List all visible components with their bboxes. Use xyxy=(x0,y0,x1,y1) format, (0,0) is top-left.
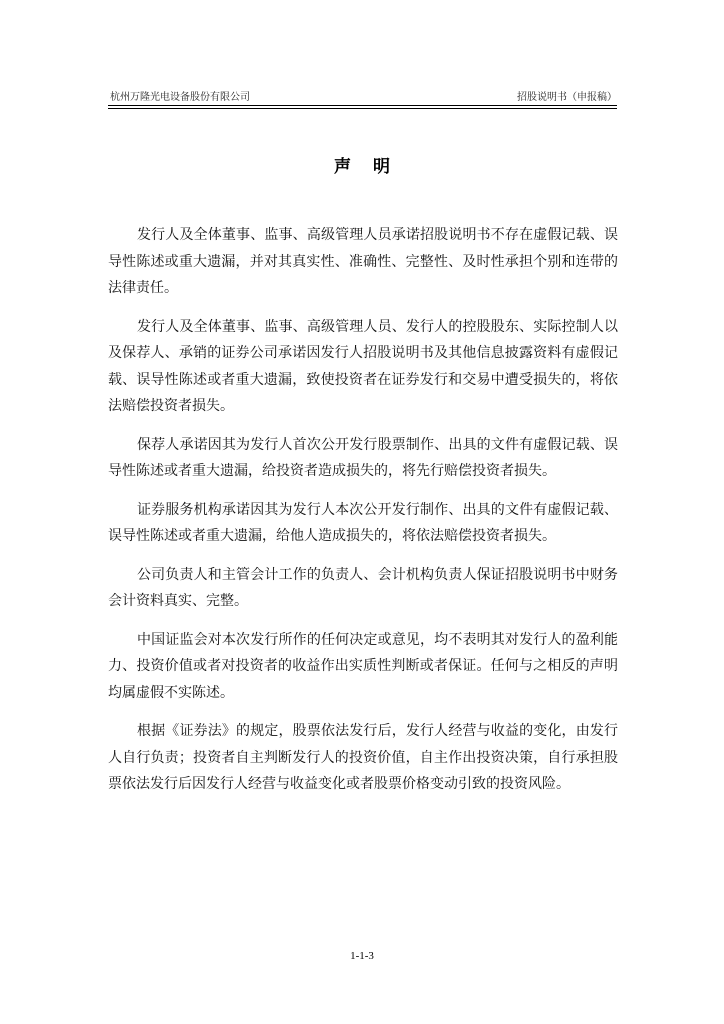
paragraph-1: 发行人及全体董事、监事、高级管理人员承诺招股说明书不存在虚假记载、误导性陈述或重大遗漏，并对其真实性、准确性、完整性、及时性承担个别和连带的法律责任。 xyxy=(108,227,618,296)
header-company-name: 杭州万隆光电设备股份有限公司 xyxy=(110,92,250,103)
paragraph-3: 保荐人承诺因其为发行人首次公开发行股票制作、出具的文件有虚假记载、误导性陈述或者重大遗漏，给投资者造成损失的，将先行赔偿投资者损失。 xyxy=(108,436,618,479)
header-rule-top xyxy=(108,105,617,106)
declaration-body xyxy=(108,222,618,810)
paragraph-6: 中国证监会对本次发行所作的任何决定或意见，均不表明其对发行人的盈利能力、投资价值或者对投资者的收益作出实质性判断或者保证。任何与之相反的声明均属虚假不实陈述。 xyxy=(108,631,618,701)
paragraph-5: 公司负责人和主管会计工作的负责人、会计机构负责人保证招股说明书中财务会计资料真实、完整。 xyxy=(108,566,618,609)
page-number: 1-1-3 xyxy=(350,950,374,962)
paragraph-4: 证券服务机构承诺因其为发行人本次公开发行制作、出具的文件有虚假记载、误导性陈述或者重大遗漏，给他人造成损失的，将依法赔偿投资者损失。 xyxy=(108,501,618,544)
paragraph-7: 根据《证券法》的规定，股票依法发行后，发行人经营与收益的变化，由发行人自行负责；投资者自主判断发行人的投资价值，自主作出投资决策，自行承担股票依法发行后因发行人经营与收益变化或者股票价格变动引致的投资风险。 xyxy=(108,723,618,792)
page-header xyxy=(110,88,617,103)
header-document-type: 招股说明书（申报稿） xyxy=(517,92,617,103)
header-rule-bottom xyxy=(108,108,617,109)
paragraph-2: 发行人及全体董事、监事、高级管理人员、发行人的控股股东、实际控制人以及保荐人、承销的证券公司承诺因发行人招股说明书及其他信息披露资料有虚假记载、误导性陈述或者重大遗漏，致使投资者在证券发行和交易中遭受损失的，将依法赔偿投资者损失。 xyxy=(108,318,618,414)
page-title: 声明 xyxy=(334,157,412,177)
